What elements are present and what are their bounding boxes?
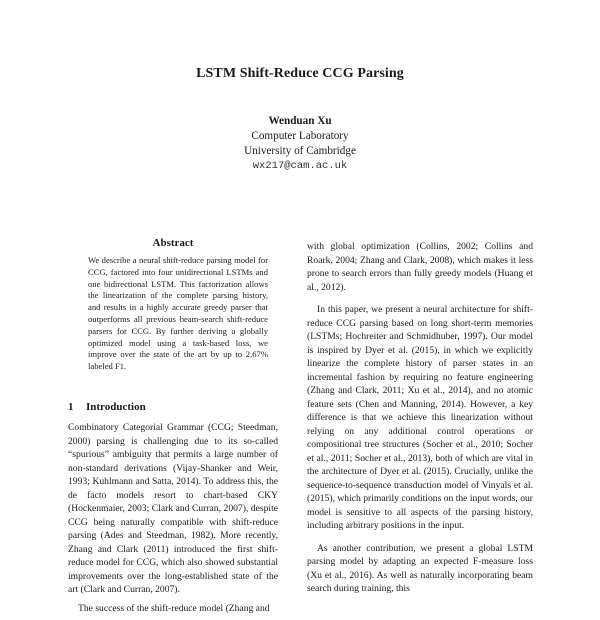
section-heading-introduction — [68, 401, 278, 413]
right-paragraph-1: with global optimization (Collins, 2002; Collins and Roark, 2004; Zhang and Clark, 2008), which makes it less prone to search errors than fully greedy models (Huang et al., 2012). — [307, 241, 533, 293]
abstract-heading: Abstract — [152, 237, 194, 249]
intro-paragraph-2: The success of the shift-reduce model (Zhang and — [78, 602, 270, 614]
section-number: 1 — [68, 401, 74, 413]
section-title: Introduction — [86, 401, 146, 413]
author-name: Wenduan Xu — [268, 115, 332, 127]
affiliation-line-2: University of Cambridge — [244, 145, 356, 157]
introduction-body — [68, 421, 278, 620]
right-paragraph-2: In this paper, we present a neural architecture for shift-reduce CCG parsing based on long short-term memories (LSTMs; Hochreiter and Schmidhuber, 1997). Our model is inspired by Dyer et al. (2015), in which we explicitly linearize the complete history of parser states in an incremental fashion by requiring no feature engineering (Zhang and Clark, 2011; Xu et al., 2014), and no atomic feature sets (Chen and Manning, 2014). However, a key difference is that we achieve this linearization without relying on any additional control operations or compositional tree structures (Socher et al., 2010; Socher et al., 2011; Socher et al., 2013), both of which are vital in the architecture of Dyer et al. (2015). Crucially, unlike the sequence-to-sequence transduction model of Vinyals et al. (2015), which primarily conditions on the input words, our model is sensitive to all aspects of the parsing history, including arbitrary positions in the input. — [307, 304, 533, 531]
right-column-body — [307, 240, 533, 605]
right-paragraph-3: As another contribution, we present a global LSTM parsing model by adapting an expected F-measure loss (Xu et al., 2016). As well as naturally incorporating beam search during training, this — [307, 542, 533, 594]
paper-title: LSTM Shift-Reduce CCG Parsing — [196, 66, 404, 81]
author-email[interactable]: wx217@cam.ac.uk — [252, 160, 348, 172]
affiliation-line-1: Computer Laboratory — [251, 130, 349, 142]
abstract-text: We describe a neural shift-reduce parsing model for CCG, factored into four unidirectional LSTMs and one bidirectional LSTM. This factorization allows the linearization of the complete parsing history, and results in a highly accurate greedy parser that outperforms all previous beam-search shift-reduce parsers for CCG. By further deriving a globally optimized model using a task-based loss, we improve over the state of the art by up to 2.67% labeled F1. — [88, 255, 268, 372]
intro-paragraph-1: Combinatory Categorial Grammar (CCG; Steedman, 2000) parsing is challenging due to its so-called “spurious” ambiguity that permits a large number of non-standard derivations (Vijay-Shanker and Weir, 1993; Kuhlmann and Satta, 2014). To address this, the de facto models resort to chart-based CKY (Hockenmaier, 2003; Clark and Curran, 2007), despite CCG being naturally compatible with shift-reduce parsing (Ades and Steedman, 1982). More recently, Zhang and Clark (2011) introduced the first shift-reduce model for CCG, which also showed substantial improvements over the long-established state of the art (Clark and Curran, 2007). — [68, 422, 278, 595]
author-block — [0, 114, 600, 174]
